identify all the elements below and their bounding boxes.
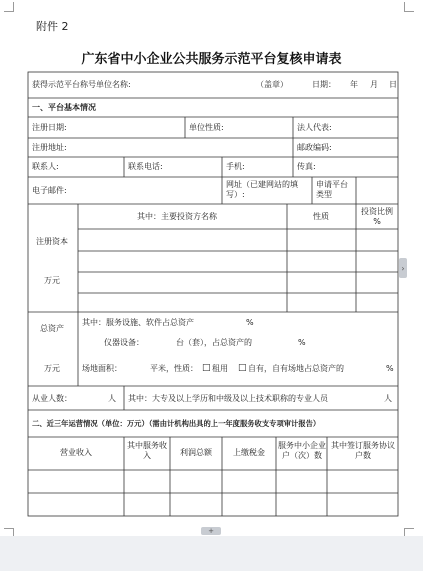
- side-panel-toggle[interactable]: ›: [399, 258, 407, 278]
- year-label: 年: [350, 80, 358, 89]
- col-service-agreements: 其中签订服务协议户数: [331, 441, 395, 460]
- assets-line-1: 其中：服务设施、软件占总资产: [82, 318, 194, 327]
- rent-checkbox[interactable]: □: [202, 363, 211, 373]
- reg-date-label: 注册日期:: [32, 123, 67, 132]
- col-taxes-paid: 上缴税金: [233, 448, 265, 457]
- rent-label: 租用: [212, 364, 228, 373]
- site-unit-label: 平米，性质：: [150, 364, 198, 373]
- email-label: 电子邮件:: [32, 186, 67, 195]
- section-1-title: 一、平台基本情况: [32, 103, 96, 112]
- reg-address-label: 注册地址:: [32, 143, 67, 152]
- own-label: 自有，自有场地占总资产的: [248, 364, 344, 373]
- legal-rep-label: 法人代表:: [297, 123, 332, 132]
- site-percent: %: [386, 364, 394, 373]
- form-title: 广东省中小企业公共服务示范平台复核申请表: [81, 52, 342, 67]
- staff-label: 从业人数：: [32, 394, 72, 403]
- capital-label: 注册资本: [36, 237, 68, 246]
- date-label: 日期：: [312, 80, 336, 89]
- capital-unit: 万元: [44, 276, 60, 285]
- unit-name-label: 获得示范平台称号单位名称:: [32, 80, 131, 89]
- platform-type-label: 申请平台类型: [316, 180, 348, 199]
- col-total-profit: 利润总额: [180, 448, 212, 457]
- section-2-title: 二、近三年运营情况（单位：万元）（需由计机构出具的上一年度服务收支专项审计报告）: [32, 419, 321, 428]
- assets-line-2a: 仪器设备：: [104, 338, 144, 347]
- staff-unit: 人: [108, 394, 116, 403]
- nature-column-header: 性质: [313, 212, 329, 221]
- contact-phone-label: 联系电话:: [128, 162, 163, 171]
- page-add-button[interactable]: +: [201, 527, 221, 535]
- day-label: 日: [389, 80, 397, 89]
- own-checkbox[interactable]: □: [238, 363, 247, 373]
- seal-label: （盖章）: [256, 80, 288, 89]
- website-label: 网址（已建网站的填写）:: [226, 180, 298, 199]
- contact-label: 联系人:: [32, 162, 59, 171]
- col-service-revenue: 其中服务收入: [127, 441, 167, 460]
- assets-unit: 万元: [44, 364, 60, 373]
- assets-percent-1: %: [246, 318, 254, 327]
- assets-line-2b: 台（套），占总资产的: [176, 338, 252, 347]
- staff-detail-label: 其中：大专及以上学历和中级及以上技术职称的专业人员: [128, 394, 328, 403]
- col-revenue: 营业收入: [60, 448, 92, 457]
- attachment-label: 附件 2: [36, 20, 69, 33]
- ratio-column-header: 投资比例 %: [361, 207, 393, 226]
- assets-percent-2: %: [298, 338, 306, 347]
- mobile-label: 手机:: [226, 162, 245, 171]
- viewer-bottom-area: [0, 536, 423, 571]
- month-label: 月: [370, 80, 378, 89]
- col-sme-served: 服务中小企业户（次）数: [278, 441, 326, 460]
- postcode-label: 邮政编码:: [297, 143, 332, 152]
- unit-nature-label: 单位性质:: [189, 123, 224, 132]
- site-area-label: 场地面积：: [82, 364, 122, 373]
- investor-column-header: 其中：主要投资方名称: [137, 212, 217, 221]
- staff-unit-2: 人: [384, 394, 392, 403]
- assets-label: 总资产: [40, 324, 64, 333]
- fax-label: 传真:: [297, 162, 316, 171]
